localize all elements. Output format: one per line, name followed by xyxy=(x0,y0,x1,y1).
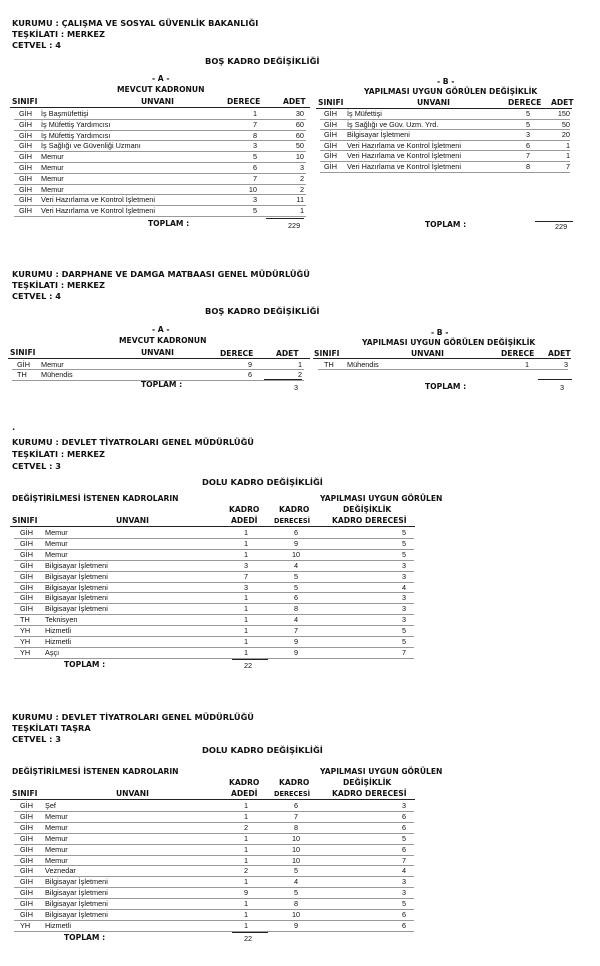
cell-sinifi: TH xyxy=(17,370,27,380)
cell-adet: 3 xyxy=(563,360,568,369)
cell-kadro-derecesi: 4 xyxy=(293,615,299,625)
total-value-b: 229 xyxy=(555,222,568,231)
cell-adet: 30 xyxy=(295,109,304,118)
cell-sinifi: GİH xyxy=(20,811,33,821)
cell-unvani: Bilgisayar İşletmeni xyxy=(45,571,108,581)
cell-new-derece: 3 xyxy=(401,571,407,581)
cell-sinifi: GİH xyxy=(20,855,33,865)
cell-sinifi: GİH xyxy=(19,141,32,151)
cell-sinifi: GİH xyxy=(19,163,32,172)
institution-line: KURUMU : DARPHANE VE DAMGA MATBAASI GENEL MÜDÜRLÜĞÜ xyxy=(12,269,310,279)
part-b-subtitle: YAPILMASI UYGUN GÖRÜLEN DEĞİŞİKLİK xyxy=(364,87,538,96)
cell-new-derece: 5 xyxy=(401,549,407,559)
cell-sinifi: GİH xyxy=(19,184,32,194)
schedule-line: CETVEL : 4 xyxy=(12,291,62,301)
cell-sinifi: GİH xyxy=(324,119,337,129)
cell-unvani: İş Sağlığı ve Güv. Uzm. Yrd. xyxy=(347,119,439,129)
cell-unvani: Memur xyxy=(41,173,64,183)
approved-heading-2: DEĞİŞİKLİK xyxy=(343,505,392,514)
cell-adet: 3 xyxy=(299,163,304,172)
cell-new-derece: 6 xyxy=(401,910,407,919)
cell-sinifi: GİH xyxy=(20,604,33,614)
cell-sinifi: TH xyxy=(20,615,30,625)
approved-heading-3: KADRO DERECESİ xyxy=(332,789,407,798)
cell-unvani: Memur xyxy=(45,833,68,843)
cell-unvani: İş Sağlığı ve Güvenliği Uzmanı xyxy=(41,141,141,151)
cell-new-derece: 3 xyxy=(401,593,407,603)
organization-line: TEŞKİLATI : MERKEZ xyxy=(12,280,105,290)
cell-derece: 6 xyxy=(247,370,252,380)
cell-kadro-derecesi: 10 xyxy=(291,549,301,559)
total-value-a: 3 xyxy=(294,383,299,392)
cell-unvani: Veri Hazırlama ve Kontrol İşletmeni xyxy=(347,162,461,171)
cell-unvani: Memur xyxy=(41,163,64,172)
total-value: 22 xyxy=(244,934,253,943)
cell-unvani: Memur xyxy=(45,844,68,854)
cell-adet: 50 xyxy=(295,141,304,151)
col-unvani: UNVANI xyxy=(141,97,174,106)
part-a-label: - A - xyxy=(152,74,170,83)
cell-derece: 3 xyxy=(252,195,257,205)
approved-heading-2: DEĞİŞİKLİK xyxy=(343,778,392,787)
cell-kadro-adedi: 3 xyxy=(243,560,249,570)
cell-sinifi: GİH xyxy=(20,582,33,592)
cell-sinifi: TH xyxy=(324,360,334,369)
row-divider xyxy=(14,920,414,921)
cell-new-derece: 3 xyxy=(401,888,407,898)
cell-unvani: Bilgisayar İşletmeni xyxy=(45,877,108,887)
cell-new-derece: 7 xyxy=(401,855,407,865)
cell-sinifi: GİH xyxy=(20,560,33,570)
total-value-b: 3 xyxy=(560,383,565,392)
cell-kadro-adedi: 1 xyxy=(243,910,249,919)
cell-new-derece: 4 xyxy=(401,866,407,876)
col-kadro-1: KADRO xyxy=(229,505,260,514)
row-divider xyxy=(14,931,414,932)
cell-sinifi: GİH xyxy=(324,140,337,150)
cell-kadro-adedi: 2 xyxy=(243,866,249,876)
cell-kadro-adedi: 3 xyxy=(243,582,249,592)
approved-heading-3: KADRO DERECESİ xyxy=(332,516,407,525)
approved-heading-1: YAPILMASI UYGUN GÖRÜLEN xyxy=(320,494,443,503)
cell-derece: 1 xyxy=(252,109,257,118)
cell-new-derece: 5 xyxy=(401,528,407,537)
cell-kadro-adedi: 1 xyxy=(243,637,249,646)
col-adet: ADET xyxy=(283,97,306,106)
cell-sinifi: GİH xyxy=(324,151,337,161)
cell-unvani: Memur xyxy=(41,152,64,162)
row-divider xyxy=(320,172,570,173)
change-requested-heading: DEĞİŞTİRİLMESİ İSTENEN KADROLARIN xyxy=(12,767,179,776)
schedule-line: CETVEL : 3 xyxy=(12,461,62,471)
cell-new-derece: 6 xyxy=(401,920,407,930)
cell-kadro-adedi: 1 xyxy=(243,811,249,821)
cell-new-derece: 7 xyxy=(401,647,407,657)
cell-derece: 5 xyxy=(252,152,257,162)
cell-sinifi: GİH xyxy=(20,571,33,581)
cell-new-derece: 6 xyxy=(401,811,407,821)
cell-sinifi: YH xyxy=(20,626,31,636)
cell-sinifi: GİH xyxy=(324,109,337,118)
cell-new-derece: 6 xyxy=(401,844,407,854)
cell-new-derece: 4 xyxy=(401,582,407,592)
header-rule xyxy=(10,799,415,800)
cell-sinifi: GİH xyxy=(19,152,32,162)
cell-kadro-derecesi: 7 xyxy=(293,811,299,821)
cell-kadro-adedi: 1 xyxy=(243,920,249,930)
cell-unvani: İş Başmüfettişi xyxy=(41,109,89,118)
total-label-a: TOPLAM : xyxy=(141,380,183,389)
cell-sinifi: GİH xyxy=(20,877,33,887)
cell-derece: 3 xyxy=(525,130,530,140)
cell-sinifi: GİH xyxy=(20,538,33,548)
cell-new-derece: 6 xyxy=(401,822,407,832)
col-unvani: UNVANI xyxy=(141,348,174,357)
col-sinifi: SINIFI xyxy=(12,789,38,798)
section-title: BOŞ KADRO DEĞİŞİKLİĞİ xyxy=(205,56,320,66)
total-label-b: TOPLAM : xyxy=(425,382,467,391)
cell-kadro-adedi: 1 xyxy=(243,549,249,559)
cell-derece: 10 xyxy=(248,184,257,194)
cell-derece: 9 xyxy=(247,360,252,369)
cell-unvani: Memur xyxy=(41,184,64,194)
cell-sinifi: GİH xyxy=(324,162,337,171)
cell-kadro-derecesi: 6 xyxy=(293,528,299,537)
col-sinifi-b: SINIFI xyxy=(318,98,344,107)
total-label-b: TOPLAM : xyxy=(425,220,467,229)
col-derecesi: DERECESİ xyxy=(274,790,311,798)
col-unvani-b: UNVANI xyxy=(411,349,444,358)
cell-kadro-derecesi: 4 xyxy=(293,560,299,570)
row-divider xyxy=(14,625,414,626)
cell-derece: 7 xyxy=(525,151,530,161)
cell-kadro-adedi: 1 xyxy=(243,538,249,548)
section-title: BOŞ KADRO DEĞİŞİKLİĞİ xyxy=(205,306,320,316)
cell-kadro-derecesi: 9 xyxy=(293,647,299,657)
cell-sinifi: GİH xyxy=(20,822,33,832)
cell-kadro-adedi: 1 xyxy=(243,801,249,810)
cell-unvani: Bilgisayar İşletmeni xyxy=(45,582,108,592)
col-adet-b: ADET xyxy=(548,349,571,358)
cell-kadro-derecesi: 6 xyxy=(293,593,299,603)
row-divider xyxy=(14,833,414,834)
row-divider xyxy=(14,647,414,648)
cell-unvani: Memur xyxy=(45,528,68,537)
total-rule-b xyxy=(535,221,573,222)
col-adedi: ADEDİ xyxy=(231,789,258,798)
row-divider xyxy=(14,855,414,856)
cell-adet: 60 xyxy=(295,119,304,129)
col-unvani-b: UNVANI xyxy=(417,98,450,107)
cell-adet: 10 xyxy=(295,152,304,162)
col-sinifi: SINIFI xyxy=(10,348,36,357)
cell-derece: 8 xyxy=(252,130,257,140)
cell-adet: 2 xyxy=(299,173,304,183)
institution-line: KURUMU : DEVLET TİYATROLARI GENEL MÜDÜRLÜĞÜ xyxy=(12,712,254,722)
cell-kadro-derecesi: 8 xyxy=(293,604,299,614)
cell-adet: 1 xyxy=(297,360,302,369)
cell-sinifi: YH xyxy=(20,920,31,930)
total-label: TOPLAM : xyxy=(64,933,106,942)
organization-line: TEŞKİLATI TAŞRA xyxy=(12,723,91,733)
schedule-line: CETVEL : 4 xyxy=(12,40,62,50)
cell-new-derece: 5 xyxy=(401,833,407,843)
col-kadro-1: KADRO xyxy=(229,778,260,787)
cell-sinifi: GİH xyxy=(20,899,33,909)
cell-derece: 5 xyxy=(525,119,530,129)
cell-kadro-adedi: 1 xyxy=(243,528,249,537)
col-kadro-2: KADRO xyxy=(279,778,310,787)
organization-line: TEŞKİLATI : MERKEZ xyxy=(12,449,105,459)
cell-adet: 1 xyxy=(565,140,570,150)
row-divider xyxy=(14,538,414,539)
cell-kadro-derecesi: 5 xyxy=(293,866,299,876)
cell-new-derece: 5 xyxy=(401,626,407,636)
cell-kadro-derecesi: 7 xyxy=(293,626,299,636)
institution-line: KURUMU : DEVLET TİYATROLARI GENEL MÜDÜRLÜĞÜ xyxy=(12,437,254,447)
cell-sinifi: GİH xyxy=(20,910,33,919)
cell-unvani: Veri Hazırlama ve Kontrol İşletmeni xyxy=(347,151,461,161)
col-sinifi: SINIFI xyxy=(12,516,38,525)
cell-unvani: Bilgisayar İşletmeni xyxy=(45,593,108,603)
cell-kadro-adedi: 7 xyxy=(243,571,249,581)
cell-sinifi: GİH xyxy=(324,130,337,140)
cell-unvani: Bilgisayar İşletmeni xyxy=(45,899,108,909)
cell-kadro-derecesi: 10 xyxy=(291,910,301,919)
total-label: TOPLAM : xyxy=(64,660,106,669)
cell-kadro-derecesi: 9 xyxy=(293,538,299,548)
cell-kadro-adedi: 2 xyxy=(243,822,249,832)
cell-sinifi: GİH xyxy=(19,119,32,129)
cell-kadro-adedi: 1 xyxy=(243,877,249,887)
cell-adet: 7 xyxy=(565,162,570,171)
cell-new-derece: 3 xyxy=(401,560,407,570)
col-unvani: UNVANI xyxy=(116,789,149,798)
col-adedi: ADEDİ xyxy=(231,516,258,525)
cell-kadro-adedi: 1 xyxy=(243,604,249,614)
cell-unvani: Bilgisayar İşletmeni xyxy=(347,130,410,140)
cell-derece: 8 xyxy=(525,162,530,171)
cell-kadro-adedi: 1 xyxy=(243,855,249,865)
cell-derece: 5 xyxy=(252,206,257,216)
cell-unvani: İş Müfettiş Yardımcısı xyxy=(41,119,111,129)
cell-unvani: Bilgisayar İşletmeni xyxy=(45,560,108,570)
header-rule-b xyxy=(313,358,571,359)
cell-sinifi: GİH xyxy=(20,801,33,810)
total-value: 22 xyxy=(244,661,253,670)
part-b-label: - B - xyxy=(437,77,455,86)
cell-derece: 5 xyxy=(525,109,530,118)
cell-sinifi: GİH xyxy=(20,833,33,843)
cell-unvani: Veri Hazırlama ve Kontrol İşletmeni xyxy=(41,195,155,205)
cell-kadro-adedi: 9 xyxy=(243,888,249,898)
cell-derece: 7 xyxy=(252,119,257,129)
total-rule xyxy=(232,659,268,660)
cell-new-derece: 3 xyxy=(401,801,407,810)
cell-new-derece: 5 xyxy=(401,637,407,646)
cell-unvani: Mühendis xyxy=(41,370,73,380)
cell-derece: 1 xyxy=(524,360,529,369)
part-b-subtitle: YAPILMASI UYGUN GÖRÜLEN DEĞİŞİKLİK xyxy=(362,338,536,347)
cell-unvani: Memur xyxy=(45,855,68,865)
row-divider xyxy=(14,216,306,217)
cell-sinifi: GİH xyxy=(19,173,32,183)
cell-unvani: Hizmetli xyxy=(45,637,71,646)
header-rule xyxy=(10,526,415,527)
cell-kadro-derecesi: 10 xyxy=(291,833,301,843)
cell-sinifi: GİH xyxy=(20,528,33,537)
header-rule-a xyxy=(10,107,310,108)
cell-unvani: Teknisyen xyxy=(45,615,78,625)
cell-unvani: Şef xyxy=(45,801,56,810)
cell-unvani: Mühendis xyxy=(347,360,379,369)
col-sinifi: SINIFI xyxy=(12,97,38,106)
cell-sinifi: GİH xyxy=(20,888,33,898)
cell-unvani: Bilgisayar İşletmeni xyxy=(45,888,108,898)
cell-unvani: Hizmetli xyxy=(45,920,71,930)
cell-sinifi: GİH xyxy=(19,109,32,118)
col-kadro-2: KADRO xyxy=(279,505,310,514)
row-divider xyxy=(14,636,414,637)
approved-heading-1: YAPILMASI UYGUN GÖRÜLEN xyxy=(320,767,443,776)
cell-derece: 7 xyxy=(252,173,257,183)
cell-kadro-derecesi: 10 xyxy=(291,855,301,865)
cell-derece: 6 xyxy=(252,163,257,172)
col-adet-b: ADET xyxy=(551,98,574,107)
cell-kadro-derecesi: 5 xyxy=(293,571,299,581)
cell-sinifi: GİH xyxy=(20,844,33,854)
institution-line: KURUMU : ÇALIŞMA VE SOSYAL GÜVENLİK BAKANLIĞI xyxy=(12,18,259,28)
cell-kadro-derecesi: 9 xyxy=(293,637,299,646)
cell-unvani: Veri Hazırlama ve Kontrol İşletmeni xyxy=(41,206,155,216)
section-title: DOLU KADRO DEĞİŞİKLİĞİ xyxy=(202,745,323,755)
row-divider xyxy=(14,549,414,550)
cell-kadro-derecesi: 9 xyxy=(293,920,299,930)
cell-unvani: Memur xyxy=(45,822,68,832)
cell-sinifi: GİH xyxy=(20,549,33,559)
cell-kadro-derecesi: 6 xyxy=(293,801,299,810)
cell-kadro-adedi: 1 xyxy=(243,833,249,843)
col-derece: DERECE xyxy=(227,97,261,106)
cell-kadro-derecesi: 8 xyxy=(293,899,299,909)
cell-new-derece: 3 xyxy=(401,877,407,887)
cell-unvani: İş Müfettiş Yardımcısı xyxy=(41,130,111,140)
col-unvani: UNVANI xyxy=(116,516,149,525)
cell-adet: 60 xyxy=(295,130,304,140)
row-divider xyxy=(14,658,414,659)
cell-new-derece: 3 xyxy=(401,615,407,625)
cell-adet: 1 xyxy=(299,206,304,216)
col-derecesi: DERECESİ xyxy=(274,517,311,525)
cell-kadro-derecesi: 5 xyxy=(293,582,299,592)
cell-kadro-adedi: 1 xyxy=(243,844,249,854)
cell-kadro-adedi: 1 xyxy=(243,647,249,657)
row-divider xyxy=(14,822,414,823)
row-divider xyxy=(14,844,414,845)
cell-kadro-adedi: 1 xyxy=(243,626,249,636)
col-sinifi-b: SINIFI xyxy=(314,349,340,358)
cell-unvani: Bilgisayar İşletmeni xyxy=(45,604,108,614)
organization-line: TEŞKİLATI : MERKEZ xyxy=(12,29,105,39)
cell-adet: 2 xyxy=(299,184,304,194)
col-derece: DERECE xyxy=(220,349,254,358)
row-divider xyxy=(14,811,414,812)
cell-new-derece: 5 xyxy=(401,899,407,909)
schedule-line: CETVEL : 3 xyxy=(12,734,62,744)
change-requested-heading: DEĞİŞTİRİLMESİ İSTENEN KADROLARIN xyxy=(12,494,179,503)
cell-sinifi: GİH xyxy=(19,206,32,216)
cell-adet: 150 xyxy=(557,109,570,118)
col-adet: ADET xyxy=(276,349,299,358)
cell-unvani: Bilgisayar İşletmeni xyxy=(45,910,108,919)
cell-unvani: Veri Hazırlama ve Kontrol İşletmeni xyxy=(347,140,461,150)
total-rule-a xyxy=(266,218,304,219)
cell-adet: 20 xyxy=(561,130,570,140)
cell-sinifi: YH xyxy=(20,647,31,657)
cell-kadro-adedi: 1 xyxy=(243,593,249,603)
cell-kadro-derecesi: 5 xyxy=(293,888,299,898)
cell-new-derece: 3 xyxy=(401,604,407,614)
cell-new-derece: 5 xyxy=(401,538,407,548)
cell-unvani: Memur xyxy=(45,538,68,548)
row-divider xyxy=(318,369,568,370)
col-derece-b: DERECE xyxy=(501,349,535,358)
stray-dot: . xyxy=(12,422,16,432)
part-a-label: - A - xyxy=(152,325,170,334)
cell-adet: 1 xyxy=(565,151,570,161)
cell-adet: 50 xyxy=(561,119,570,129)
cell-sinifi: GİH xyxy=(20,866,33,876)
cell-kadro-derecesi: 10 xyxy=(291,844,301,854)
cell-sinifi: GİH xyxy=(19,195,32,205)
part-a-subtitle: MEVCUT KADRONUN xyxy=(117,85,205,94)
cell-kadro-adedi: 1 xyxy=(243,615,249,625)
cell-adet: 11 xyxy=(296,195,304,205)
cell-kadro-derecesi: 8 xyxy=(293,822,299,832)
total-rule-a xyxy=(264,379,302,380)
cell-kadro-derecesi: 4 xyxy=(293,877,299,887)
cell-adet: 2 xyxy=(297,370,302,380)
cell-kadro-adedi: 1 xyxy=(243,899,249,909)
total-rule-b xyxy=(538,379,572,380)
part-a-subtitle: MEVCUT KADRONUN xyxy=(119,336,207,345)
part-b-label: - B - xyxy=(431,328,449,337)
cell-sinifi: YH xyxy=(20,637,31,646)
cell-derece: 6 xyxy=(525,140,530,150)
cell-unvani: Memur xyxy=(41,360,64,369)
header-rule-a xyxy=(8,358,310,359)
section-title: DOLU KADRO DEĞİŞİKLİĞİ xyxy=(202,477,323,487)
cell-sinifi: GİH xyxy=(19,130,32,140)
cell-unvani: İş Müfettişi xyxy=(347,109,382,118)
total-value-a: 229 xyxy=(288,221,301,230)
total-rule xyxy=(232,932,268,933)
cell-derece: 3 xyxy=(252,141,257,151)
cell-sinifi: GİH xyxy=(17,360,30,369)
cell-unvani: Aşçı xyxy=(45,647,60,657)
cell-unvani: Hizmetli xyxy=(45,626,71,636)
col-derece-b: DERECE xyxy=(508,98,542,107)
cell-sinifi: GİH xyxy=(20,593,33,603)
cell-unvani: Memur xyxy=(45,549,68,559)
cell-unvani: Veznedar xyxy=(45,866,76,876)
total-label-a: TOPLAM : xyxy=(148,219,190,228)
cell-unvani: Memur xyxy=(45,811,68,821)
